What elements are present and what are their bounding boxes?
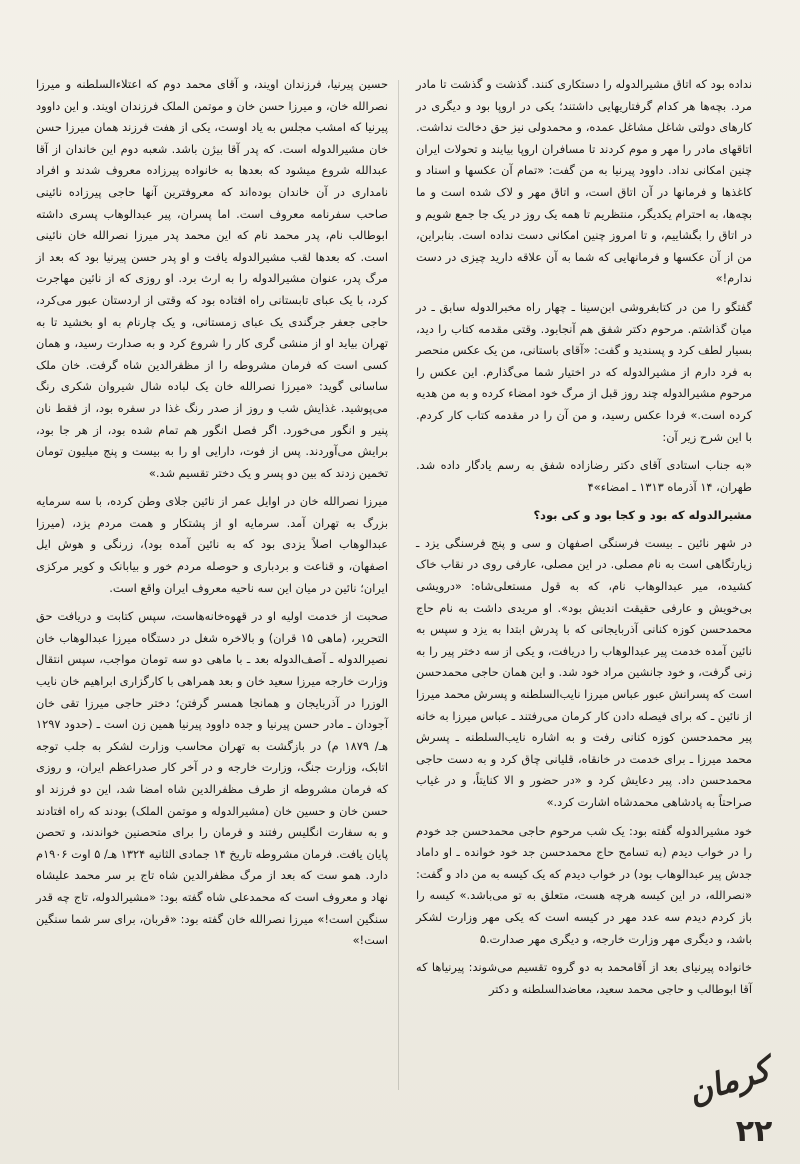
paragraph: گفتگو را من در کتابفروشی ابن‌سینا ـ چهار راه مخبرالدوله سابق ـ در میان گذاشتم. مرحوم دکتر شفق هم آنجابود. وقتی مقدمه کتاب را دید، بسیار لطف کرد و پسندید و گفت: «آقای باستانی، من یک عکس منحصر به فرد دارم از مشیرالدوله که در اختیار شما می‌گذارم. این عکس را مرحوم مشیرالدوله چند روز قبل از مرگ خود امضاء کرده و به من هدیه کرده است.» فردا عکس رسید، و من آن را در مقدمه کتاب کار کردم. با این شرح زیر آن:: [416, 299, 752, 444]
magazine-logo: کرمان: [683, 1050, 775, 1112]
paragraph: میرزا نصرالله خان در اوایل عمر از نائین جلای وطن کرده، با سه سرمایه بزرگ به تهران آمد. سرمایه او از پشتکار و همت مردم یزد، (میرزا عبدالوهاب اصلاً یزدی بود که به نائین آمده بود)، زرنگی و هوش ایل اصفهان، و قناعت و بردباری و حوصله مردم خور و بیابانک و کویر مرکزی ایران؛ نائین در میان این سه ناحیه معروف ایران واقع است.: [36, 494, 388, 595]
paragraph: در شهر نائین ـ بیست فرسنگی اصفهان و سی و پنج فرسنگی یزد ـ زیارتگاهی است به نام مصلی. در این مصلی، عارفی روی در نقاب خاک کشیده، میر عبدالوهاب نام، که به قول مستعلی‌شاه: «درویشی بی‌خویش و عارفی حقیقت اندیش بود». او مریدی داشت به نام حاج محمدحسن کوزه کنانی آذربایجانی که با پدرش ابتدا به یزد و سپس به نائین آمده خدمت پیر عبدالوهاب را دریافت، و یکی از سه دختر پیر را به زنی گرفت، و خود جانشین مراد خود شد. و این همان حاجی محمدحسن است که پسرانش عبور عباس میرزا نایب‌السلطنه و پسرش محمد میرزا از نائین ـ که برای فیصله دادن کار کرمان می‌رفتند ـ عباس میرزا به خانه پیر محمدحسن کوزه کنانی رفت و به اشاره نایب‌السلطنه ـ پسرش محمد میرزا ـ برای خدمت در خانقاه، قلیانی چاق کرد و به دست حاجی محمدحسن داد. پیر دعایش کرد و «در حضور و الا کنایتاً، و در غیاب صراحتاً به پادشاهی محمدشاه اشارت کرد.»: [416, 535, 752, 809]
page-number: ۲۲: [735, 1114, 773, 1149]
right-column: [416, 74, 752, 1007]
paragraph: صحبت از خدمت اولیه او در قهوه‌خانه‌هاست، سپس کتابت و دریافت حق التحریر، (ماهی ۱۵ قران) و بالاخره شغل در دستگاه میرزا عبدالوهاب خان نصیرالدوله ـ آصف‌الدوله بعد ـ با ماهی دو سه تومان مواجب، سپس انتقال وزارت خارجه میرزا سعید خان و بعد همراهی با کارگزاری ابراهیم خان نایب الوزرا در آذربایجان و همانجا همسر گرفتن؛ دختر حاجی میرزا تقی خان آجودان ـ مادر حسن پیرنیا و جده داوود پیرنیا همین زن است ـ (حدود ۱۲۹۷ هـ/ ۱۸۷۹ م) در بازگشت به تهران محاسب وزارت لشکر به جلب توجه اتابک، وزارت جنگ، وزارت خارجه و در آخر کار صدراعظم ایران، و روزی که فرمان مشروطه از طرف مظفرالدین شاه امضا شد، این دو فرزند او حسن خان و حسین خان (مشیرالدوله و موتمن الملک) بودند که راه افتادند و به سفارت انگلیس رفتند و فرمان را برای متحصنین خواندند، و تحصن پایان یافت. فرمان مشروطه تاریخ ۱۴ جمادی الثانیه ۱۳۲۴ هـ/ ۵ اوت ۱۹۰۶م دارد. همو ست که بعد از مرگ مظفرالدین شاه تاج بر سر محمد علیشاه نهاد و معروف است که محمدعلی شاه گفته بود: «مشیرالدوله، تاج چه قدر سنگین است!» میرزا نصرالله خان گفته بود: «قربان، برای سر شما سنگین است!»: [36, 609, 388, 948]
paragraph: خانواده پیرنیای بعد از آقامحمد به دو گروه تقسیم می‌شوند: پیرنیاها که آقا ابوطالب و حاجی محمد سعید، معاضدالسلطنه و دکتر: [416, 960, 752, 996]
column-divider: [398, 80, 399, 1090]
left-column: [36, 74, 388, 959]
paragraph: نداده بود که اتاق مشیرالدوله را دستکاری کنند. گذشت و گذشت تا مادر مرد. بچه‌ها هر کدام گرفتاریهایی داشتند؛ یکی در اروپا بود و دیگری در کارهای دولتی شاغل مشاغل عمده، و محمدولی نیز حق دخالت نداشت. اتاقهای مادر را مهر و موم کردند تا مسافران اروپا بیایند و تحولات ایران چنین امکانی نداد. داوود پیرنیا به من گفت: «تمام آن عکسها و اسناد و کاغذها و فرمانها در آن اتاق است، و اتاق مهر و لاک شده است و ما بچه‌ها، به احترام یکدیگر، منتظریم تا همه یک روز در یک جا جمع شویم و در اتاق را بگشاییم، و تا امروز چنین امکانی دست نداده است. بنابراین، من از آن عکسها و فرمانهایی که شما به آن علاقه دارید چیزی در دست ندارم!»: [416, 77, 752, 286]
paragraph: خود مشیرالدوله گفته بود: یک شب مرحوم حاجی محمدحسن جد خودم را در خواب دیدم (به تسامح حاج محمدحسن جد خود خوانده ـ او داماد جدش پیر عبدالوهاب بود) در خواب دیدم که یک کیسه به من داد و گفت: «نصرالله، در این کیسه هرچه هست، متعلق به تو می‌باشد.» کیسه را باز کردم دیدم سه عدد مهر در کیسه است که یکی مهر وزارت لشکر باشد، و دیگری مهر وزارت خارجه، و دیگری مهر صدارت.۵: [416, 823, 752, 946]
quote-paragraph: «به جناب استادی آقای دکتر رضازاده شفق به رسم یادگار داده شد. طهران، ۱۴ آذرماه ۱۳۱۳ ـ امضاء»۴: [416, 458, 752, 494]
section-heading: مشیرالدوله که بود و کجا بود و کی بود؟: [533, 508, 752, 523]
paragraph: حسین پیرنیا، فرزندان اویند، و آقای محمد دوم که اعتلاءالسلطنه و میرزا نصرالله خان، و میرزا حسن خان و موتمن الملک فرزندان اویند. و این داوود پیرنیا که امشب مجلس به یاد اوست، یکی از هفت فرزند همان میرزا حسن خان مشیرالدوله است. که پدر آقا بیژن باشد. شعبه دوم این خاندان از آقا عبدالله شروع میشود که بعدها به خانواده پیرزاده معروف شدند و افراد نامداری در آن خاندان بوده‌اند که معروفترین آنها حاجی پیرزاده نائینی صاحب سفرنامه معروف است. اما پسران، پیر عبدالوهاب پسری داشته ابوطالب نام، پدر محمد نام که این محمد پدر میرزا نصرالله خان نائینی است. که بعدها لقب مشیرالدوله یافت و او پدر حسن پیرنیا بود که بعد از مرگ پدر، عنوان مشیرالدوله را به ارث برد. او روزی که از نائین مهاجرت کرد، با یک عبای تابستانی راه افتاده بود که وقتی از اردستان عبور می‌کرد، حاجی جعفر جرگندی یک عبای زمستانی، و یک چارنام به او بخشید تا به تهران بیاید او از منشی گری کار را شروع کرد و به صدارت رسید، و همان کسی است که فرمان مشروطه را از مظفرالدین شاه گرفت. خان ملک ساسانی گوید: «میرزا نصرالله خان یک لباده شال شیروان شکری رنگ می‌پوشید. غذایش شب و روز از صدر رنگ غذا در سفره بود، از فقط نان پنیر و انگور می‌خورد. اگر فصل انگور هم تمام شده بود، از هر جا بود، برایش می‌آوردند. پس از فوت، دارایی او را به بیست و پنج میلیون تومان تخمین زدند که بین دو پسر و یک دختر تقسیم شد.»: [36, 77, 388, 480]
